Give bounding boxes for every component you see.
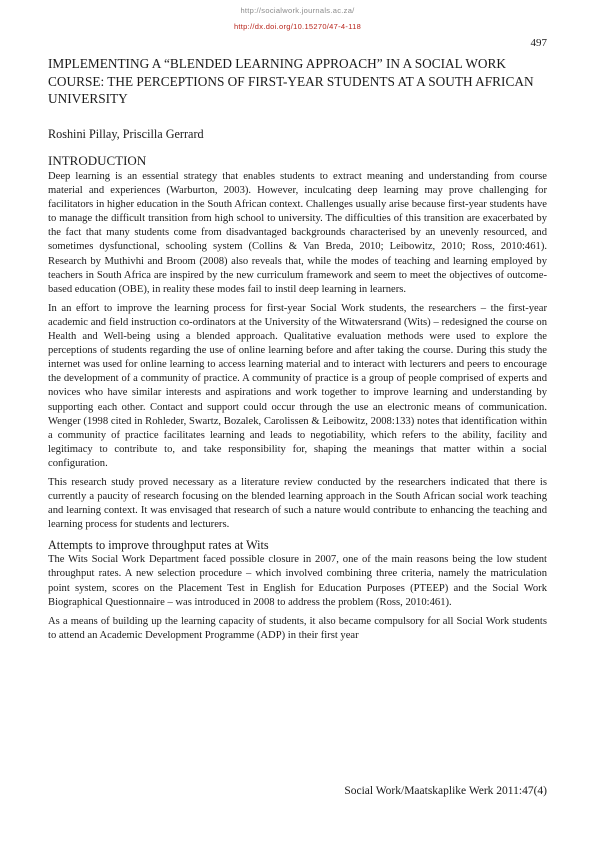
paragraph: Deep learning is an essential strategy that enables students to extract meaning and understanding from course material and experiences (Warburton, 2003). However, inculcating deep learning may prove challenging for facilitators in higher education in the South African context. Challenges usually arise because first-year students have to manage the difficult transition from high school to university. The difficulties of this transition are exacerbated by the fact that many students come from disadvantaged backgrounds characterised by an unevenly resourced, and sometimes dysfunctional, schooling system (Collins & Van Breda, 2010; Leibowitz, 2010; Ross, 2010:461). Research by Muthivhi and Broom (2008) also reveals that, while the modes of teaching and learning employed by teachers in South Africa are inspired by the new curriculum framework and seem to meet the objectives of outcome-based education (OBE), in reality these modes fail to instil deep learning in learners. xyxy=(48,171,547,295)
page-number: 497 xyxy=(530,37,547,49)
authors: Roshini Pillay, Priscilla Gerrard xyxy=(48,127,204,141)
paragraph: This research study proved necessary as a literature review conducted by the researchers indicated that there is currently a paucity of research focusing on the blended learning approach in the South African social work teaching and learning context. It was envisaged that research of such a nature would contribute to enhancing the teaching and learning process for students and lecturers. xyxy=(48,476,547,531)
article-title: IMPLEMENTING A “BLENDED LEARNING APPROACH” IN A SOCIAL WORK COURSE: THE PERCEPTIONS OF FIRST-YEAR STUDENTS AT A SOUTH AFRICAN UNIVERSITY xyxy=(48,56,534,106)
doi-link[interactable]: http://dx.doi.org/10.15270/47-4-118 xyxy=(233,22,362,31)
paragraph: In an effort to improve the learning process for first-year Social Work students, the researchers – the first-year academic and field instruction co-ordinators at the University of the Witwatersrand (Wits) – redesigned the course on Health and Well-being using a blended approach. Qualitative evaluation methods were used to explore the perceptions of students regarding the use of online learning before and after taking the course. During this study the internet was used for online learning to access learning material and to interact with lecturers and peers to encourage the development of a community of practice. A community of practice is a group of people comprised of experts and novices who have similar interests and aspirations and work together to improve learning and understanding by supporting each other. Contact and support could occur through the use an electronic means of communication. Wenger (1998 cited in Rohleder, Swartz, Bozalek, Carolissen & Leibowitz, 2008:133) notes that identification within a community of practice facilitates learning and leads to negotiability, which refers to the ability, facility and legitimacy to contribute to, and take responsibility for, shaping the meanings that matter within a social configuration. xyxy=(48,302,547,469)
journal-footer: Social Work/Maatskaplike Werk 2011:47(4) xyxy=(344,785,547,797)
article-body xyxy=(48,152,547,648)
journal-url[interactable]: http://socialwork.journals.ac.za/ xyxy=(240,6,355,15)
section-heading-throughput: Attempts to improve throughput rates at Wits xyxy=(48,538,269,553)
paragraph: As a means of building up the learning capacity of students, it also became compulsory for all Social Work students to attend an Academic Development Programme (ADP) in their first year xyxy=(48,615,547,641)
paragraph: The Wits Social Work Department faced possible closure in 2007, one of the main reasons being the low student throughput rates. A new selection procedure – which involved combining three criteria, namely the matriculation point system, scores on the Placement Test in English for Education Purposes (PTEEP) and the Social Work Biographical Questionnaire – was introduced in 2008 to address the problem (Ross, 2010:461). xyxy=(48,554,547,608)
section-heading-introduction: INTRODUCTION xyxy=(48,153,147,168)
